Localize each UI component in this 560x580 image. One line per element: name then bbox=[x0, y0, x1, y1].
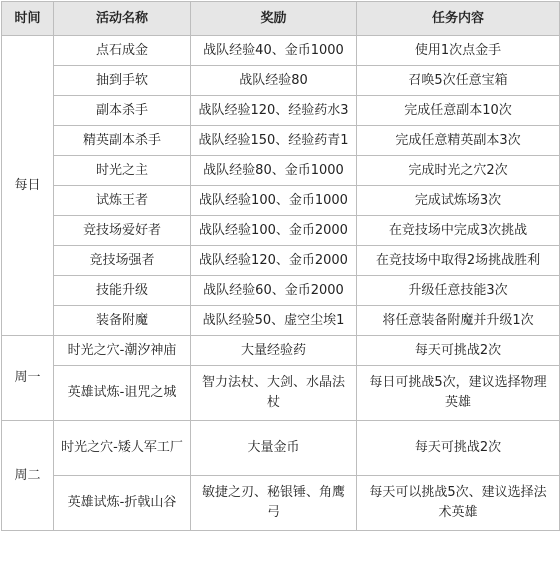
table-row bbox=[2, 306, 560, 336]
table-row bbox=[2, 216, 560, 246]
header-reward: 奖励 bbox=[191, 2, 357, 36]
task-cell: 完成任意精英副本3次 bbox=[357, 126, 560, 156]
activity-name-cell: 装备附魔 bbox=[54, 306, 191, 336]
reward-cell: 战队经验40、金币1000 bbox=[191, 36, 357, 66]
day-cell-monday: 周一 bbox=[2, 336, 54, 421]
task-cell: 在竞技场中完成3次挑战 bbox=[357, 216, 560, 246]
task-cell: 每天可以挑战5次、建议选择法术英雄 bbox=[357, 476, 560, 531]
task-cell: 完成任意副本10次 bbox=[357, 96, 560, 126]
table-row bbox=[2, 156, 560, 186]
day-cell-tuesday: 周二 bbox=[2, 421, 54, 531]
table-row bbox=[2, 126, 560, 156]
table-header-row bbox=[2, 2, 560, 36]
task-cell: 每天可挑战2次 bbox=[357, 336, 560, 366]
reward-cell: 大量金币 bbox=[191, 421, 357, 476]
task-cell: 召唤5次任意宝箱 bbox=[357, 66, 560, 96]
reward-cell: 战队经验50、虚空尘埃1 bbox=[191, 306, 357, 336]
table-row bbox=[2, 276, 560, 306]
reward-cell: 战队经验120、金币2000 bbox=[191, 246, 357, 276]
reward-cell: 战队经验60、金币2000 bbox=[191, 276, 357, 306]
header-activity-name: 活动名称 bbox=[54, 2, 191, 36]
activity-name-cell: 竞技场强者 bbox=[54, 246, 191, 276]
task-cell: 完成时光之穴2次 bbox=[357, 156, 560, 186]
task-cell: 将任意装备附魔并升级1次 bbox=[357, 306, 560, 336]
header-time: 时间 bbox=[2, 2, 54, 36]
reward-cell: 大量经验药 bbox=[191, 336, 357, 366]
table-row bbox=[2, 96, 560, 126]
reward-cell: 战队经验80、金币1000 bbox=[191, 156, 357, 186]
reward-cell: 战队经验150、经验药青1 bbox=[191, 126, 357, 156]
table-row bbox=[2, 186, 560, 216]
task-cell: 完成试炼场3次 bbox=[357, 186, 560, 216]
table-row bbox=[2, 246, 560, 276]
activity-name-cell: 抽到手软 bbox=[54, 66, 191, 96]
activity-name-cell: 精英副本杀手 bbox=[54, 126, 191, 156]
reward-cell: 战队经验100、金币1000 bbox=[191, 186, 357, 216]
task-cell: 升级任意技能3次 bbox=[357, 276, 560, 306]
activity-name-cell: 副本杀手 bbox=[54, 96, 191, 126]
activity-name-cell: 英雄试炼-折戟山谷 bbox=[54, 476, 191, 531]
activity-name-cell: 点石成金 bbox=[54, 36, 191, 66]
task-cell: 使用1次点金手 bbox=[357, 36, 560, 66]
activity-name-cell: 技能升级 bbox=[54, 276, 191, 306]
table-row bbox=[2, 476, 560, 531]
reward-cell: 战队经验120、经验药水3 bbox=[191, 96, 357, 126]
header-task: 任务内容 bbox=[357, 2, 560, 36]
table-row bbox=[2, 421, 560, 476]
task-cell: 在竞技场中取得2场挑战胜利 bbox=[357, 246, 560, 276]
table-row bbox=[2, 366, 560, 421]
reward-cell: 智力法杖、大剑、水晶法杖 bbox=[191, 366, 357, 421]
activity-name-cell: 时光之穴-矮人军工厂 bbox=[54, 421, 191, 476]
activity-name-cell: 竞技场爱好者 bbox=[54, 216, 191, 246]
reward-cell: 战队经验80 bbox=[191, 66, 357, 96]
table-row bbox=[2, 36, 560, 66]
reward-cell: 敏捷之刃、秘银锤、角鹰弓 bbox=[191, 476, 357, 531]
day-cell-daily: 每日 bbox=[2, 36, 54, 336]
reward-cell: 战队经验100、金币2000 bbox=[191, 216, 357, 246]
table-row bbox=[2, 336, 560, 366]
activity-name-cell: 时光之穴-潮汐神庙 bbox=[54, 336, 191, 366]
activity-name-cell: 英雄试炼-诅咒之城 bbox=[54, 366, 191, 421]
activity-name-cell: 试炼王者 bbox=[54, 186, 191, 216]
table-row bbox=[2, 66, 560, 96]
activity-table bbox=[1, 1, 560, 531]
activity-name-cell: 时光之主 bbox=[54, 156, 191, 186]
task-cell: 每天可挑战2次 bbox=[357, 421, 560, 476]
task-cell: 每日可挑战5次，建议选择物理英雄 bbox=[357, 366, 560, 421]
